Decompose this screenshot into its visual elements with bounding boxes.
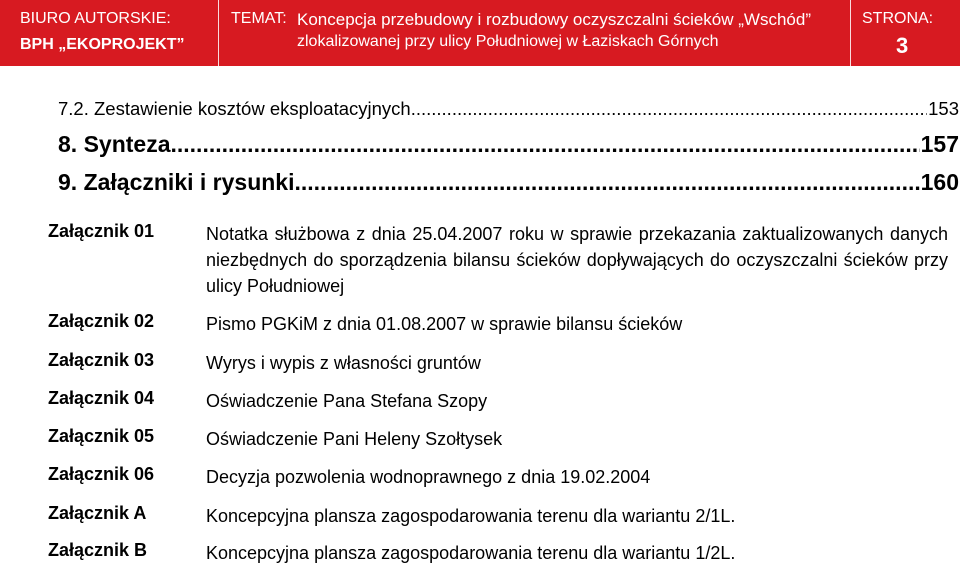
document-header [0,0,960,66]
attachment-description: Oświadczenie Pani Heleny Szołtysek [206,429,503,449]
toc-leader-dots [295,169,920,196]
attachment-description: Pismo PGKiM z dnia 01.08.2007 w sprawie bilansu ścieków [206,314,683,334]
toc-entry[interactable] [58,98,959,120]
attachment-label: Załącznik 05 [48,426,155,446]
toc-leader-dots [411,98,927,120]
attachment-description: Koncepcyjna plansza zagospodarowania terenu dla wariantu 1/2L. [206,543,736,563]
page-label: STRONA: [862,10,934,27]
author-label: BIURO AUTORSKIE: [20,10,171,27]
attachment-description: Oświadczenie Pana Stefana Szopy [206,391,488,411]
toc-entry-page: 160 [920,169,959,195]
topic-line-2: zlokalizowanej przy ulicy Południowej w Łaziskach Górnych [297,33,719,50]
attachment-label: Załącznik B [48,540,148,560]
attachment-description: Wyrys i wypis z własności gruntów [206,353,481,373]
attachment-label: Załącznik 06 [48,464,155,484]
attachment-label: Załącznik 04 [48,388,155,408]
attachment-label: Załącznik A [48,503,147,523]
author-name: BPH „EKOPROJEKT” [20,36,185,53]
attachment-description: Koncepcyjna plansza zagospodarowania terenu dla wariantu 2/1L. [206,506,736,526]
toc-entry-label: 8. Synteza [58,131,171,157]
toc-leader-dots [171,131,920,158]
toc-entry[interactable] [58,169,959,196]
header-divider [850,0,851,66]
toc-entry-label: 9. Załączniki i rysunki [58,169,295,195]
toc-entry[interactable] [58,131,959,158]
attachment-label: Załącznik 01 [48,221,155,241]
topic-line-1: Koncepcja przebudowy i rozbudowy oczyszczalni ścieków „Wschód” [297,10,811,29]
toc-entry-page: 157 [920,131,959,157]
attachment-description: Decyzja pozwolenia wodnoprawnego z dnia 19.02.2004 [206,467,651,487]
attachment-label: Załącznik 03 [48,350,155,370]
header-divider [218,0,219,66]
attachment-description: Notatka służbowa z dnia 25.04.2007 roku w sprawie przekazania zaktualizowanych danych niezbędnych do sporządzenia bilansu ścieków dopływających do oczyszczalni ścieków przy ulicy Południowej [206,224,948,296]
toc-entry-label: 7.2. Zestawienie kosztów eksploatacyjnych [58,98,411,119]
attachment-label: Załącznik 02 [48,311,155,331]
toc-entry-page: 153 [928,98,959,119]
page-number: 3 [896,33,909,58]
topic-label: TEMAT: [231,10,287,27]
